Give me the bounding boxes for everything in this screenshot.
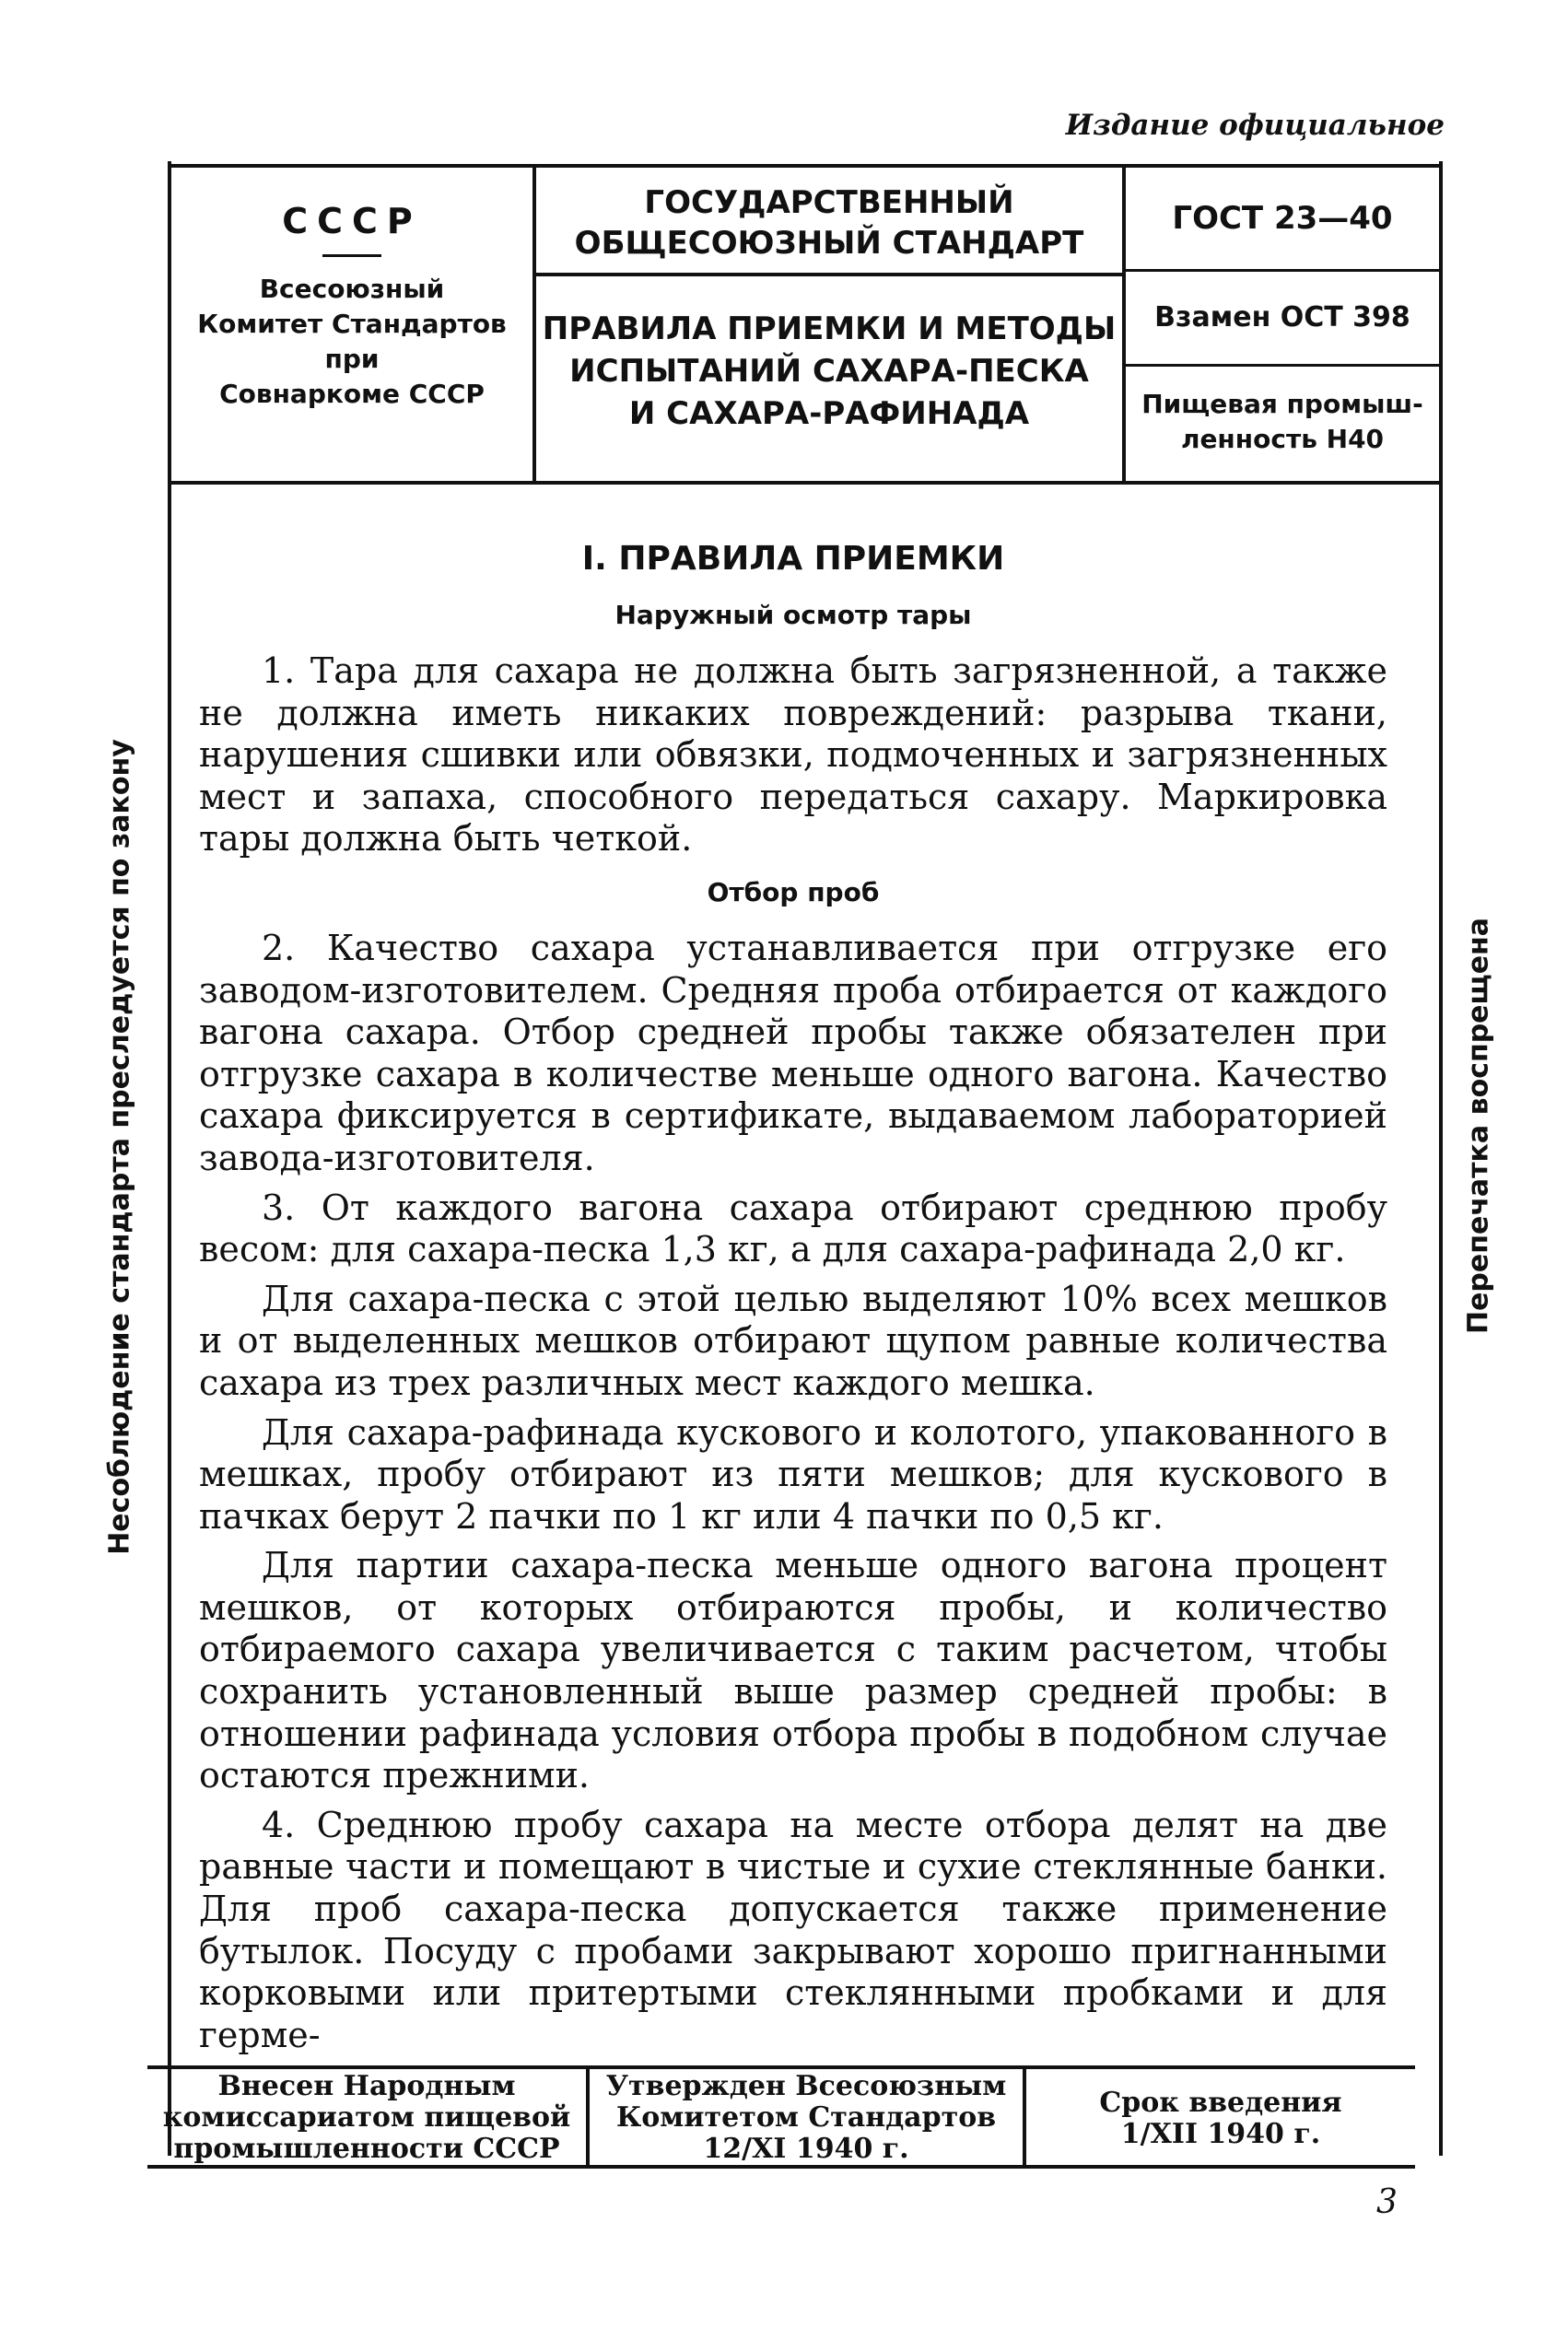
document-body <box>199 527 1387 2064</box>
issuer-org <box>171 272 532 412</box>
industry-code <box>1126 367 1439 457</box>
gost-number: ГОСТ 23—40 <box>1126 168 1439 272</box>
divider-dash <box>322 254 381 257</box>
country-name: СССР <box>282 201 422 241</box>
approved-line: Утвержден Всесоюзным <box>605 2070 1007 2102</box>
side-note-left: Несоблюдение стандарта преследуется по закону <box>103 739 136 1555</box>
standard-name-line: И САХАРА-РАФИНАДА <box>628 395 1030 432</box>
industry-line: Пищевая промыш- <box>1141 389 1423 419</box>
codes-column <box>1126 168 1439 481</box>
paragraph-7: 4. Среднюю пробу сахара на месте отбора делят на две равные части и помещают в чистые и сухие стеклянные банки. Для проб сахара-песка допускается также применение бутылок. Посуду с пробами закрывают хорошо пригнанными корковыми или притертыми стеклянными пробками и для герме- <box>199 1804 1387 2055</box>
title-column <box>536 168 1126 481</box>
approved-line: Комитетом Стандартов <box>615 2101 997 2134</box>
paragraph-3: 3. От каждого вагона сахара отбирают среднюю пробу весом: для сахара-песка 1,3 кг, а для сахара-рафинада 2,0 кг. <box>199 1187 1387 1270</box>
issuer-line: Комитет Стандартов <box>197 309 507 339</box>
issuer-column <box>171 168 536 481</box>
issuer-line: Совнаркоме СССР <box>219 379 485 409</box>
standard-type-line: ГОСУДАРСТВЕННЫЙ <box>644 184 1014 221</box>
side-note-right: Перепечатка воспрещена <box>1462 917 1495 1335</box>
effective-line: Срок введения <box>1099 2087 1342 2119</box>
paragraph-2: 2. Качество сахара устанавливается при отгрузке его заводом-изготовителем. Средняя проба отбирается от каждого вагона сахара. Отбор средней пробы также обязателен при отгрузке сахара в количестве меньше одного вагона. Качество сахара фиксируется в сертификате, выдаваемом лабораторией завода-изготовителя. <box>199 927 1387 1178</box>
standard-name-line: ПРАВИЛА ПРИЕМКИ И МЕТОДЫ <box>542 310 1117 347</box>
page-number: 3 <box>1376 2183 1398 2221</box>
right-border-line <box>1439 161 1443 2156</box>
paragraph-1: 1. Тара для сахара не должна быть загрязненной, а также не должна иметь никаких повреждений: разрыва ткани, нарушения сшивки или обвязки, подмоченных и загрязненных мест и запаха, способного передаться сахару. Маркировка тары должна быть четкой. <box>199 650 1387 860</box>
issuer-line: при <box>324 344 380 374</box>
submitted-line: Внесен Народным <box>217 2070 516 2102</box>
paragraph-6: Для партии сахара-песка меньше одного вагона процент мешков, от которых отбираются пробы, и количество отбираемого сахара увеличивается с таким расчетом, чтобы сохранить установленный выше размер средней пробы: в отношении рафинада условия отбора пробы в подобном случае остаются прежними. <box>199 1545 1387 1796</box>
standard-name-line: ИСПЫТАНИЙ САХАРА-ПЕСКА <box>569 353 1089 390</box>
paragraph-5: Для сахара-рафинада кускового и колотого, упакованного в мешках, пробу отбирают из пяти мешков; для кускового в пачках берут 2 пачки по 1 кг или 4 пачки по 0,5 кг. <box>199 1411 1387 1537</box>
approved-by <box>590 2069 1026 2167</box>
section-title: I. ПРАВИЛА ПРИЕМКИ <box>581 540 1005 578</box>
issuer-line: Всесоюзный <box>259 274 445 304</box>
subheading-container-inspection: Наружный осмотр тары <box>614 600 972 630</box>
standard-footer <box>147 2065 1415 2169</box>
approved-line: 12/XI 1940 г. <box>703 2133 909 2165</box>
submitted-by <box>147 2069 590 2167</box>
submitted-line: комиссариатом пищевой <box>162 2101 571 2134</box>
standard-type-line: ОБЩЕСОЮЗНЫЙ СТАНДАРТ <box>574 225 1084 262</box>
standard-name <box>536 276 1122 435</box>
standard-type <box>536 168 1122 276</box>
effective-line: 1/XII 1940 г. <box>1120 2118 1321 2150</box>
subheading-sampling: Отбор проб <box>707 876 880 907</box>
standard-header <box>171 164 1439 485</box>
effective-date <box>1026 2069 1415 2183</box>
paragraph-4: Для сахара-песка с этой целью выделяют 10% всех мешков и от выделенных мешков отбирают щупом равные количества сахара из трех различных мест каждого мешка. <box>199 1278 1387 1403</box>
edition-note: Издание официальное <box>1065 109 1445 142</box>
industry-line: ленность Н40 <box>1180 424 1385 454</box>
submitted-line: промышленности СССР <box>173 2133 560 2165</box>
replaces-standard: Взамен ОСТ 398 <box>1126 272 1439 367</box>
